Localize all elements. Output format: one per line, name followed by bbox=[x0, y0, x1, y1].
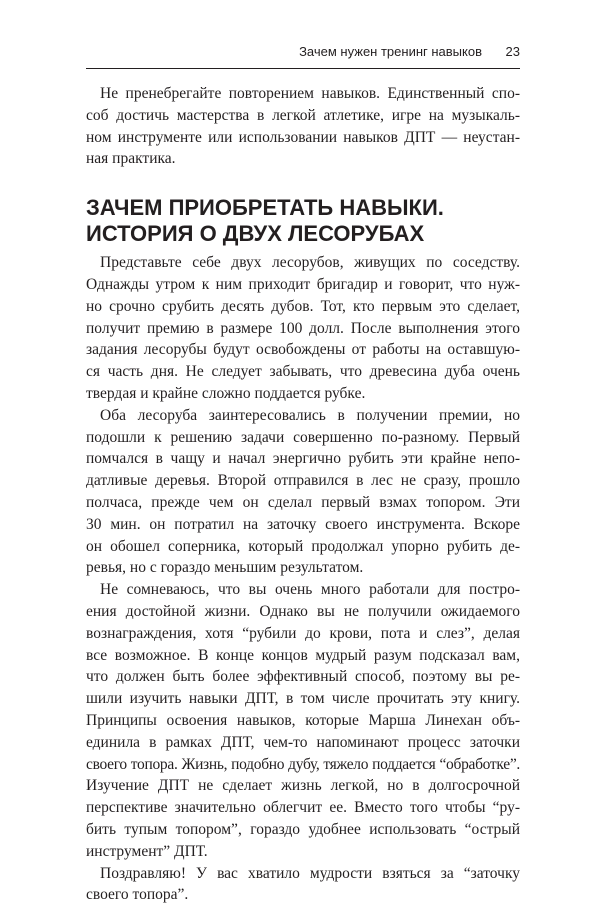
text-line: Не пренебрегайте повторением навыков. Единственный спо- bbox=[86, 83, 520, 105]
text-line: но срочно срубить десять дубов. Тот, кто первым это сделает, bbox=[86, 296, 520, 318]
text-line: твердая и крайне сложно поддается рубке. bbox=[86, 383, 520, 405]
paragraph-4 bbox=[86, 863, 520, 906]
heading-line: ИСТОРИЯ О ДВУХ ЛЕСОРУБАХ bbox=[86, 221, 520, 247]
text-line: своего топора”. bbox=[86, 884, 520, 906]
heading-line: ЗАЧЕМ ПРИОБРЕТАТЬ НАВЫКИ. bbox=[86, 195, 520, 221]
intro-paragraph bbox=[86, 83, 520, 170]
paragraph-1 bbox=[86, 252, 520, 405]
text-line: Принципы освоения навыков, которые Марша Линехан объ- bbox=[86, 710, 520, 732]
page-number: 23 bbox=[506, 44, 520, 59]
text-line: помчался в чащу и начал энергично рубить эти крайне непо- bbox=[86, 448, 520, 470]
text-line: датливые деревья. Второй отправился в лес не сразу, прошло bbox=[86, 470, 520, 492]
text-line: задания лесорубы будут освобождены от работы на оставшую- bbox=[86, 339, 520, 361]
text-line: единила в рамках ДПТ, чем-то напоминают процесс заточки bbox=[86, 732, 520, 754]
header-rule bbox=[86, 68, 520, 69]
text-line: своего топора. Жизнь, подобно дубу, тяжело поддается “обработке”. bbox=[86, 754, 520, 776]
text-line: ная практика. bbox=[86, 148, 520, 170]
text-line: что должен быть более эффективный способ, поэтому вы ре- bbox=[86, 666, 520, 688]
text-line: Представьте себе двух лесорубов, живущих по соседству. bbox=[86, 252, 520, 274]
text-line: соб достичь мастерства в легкой атлетике, игре на музыкаль- bbox=[86, 105, 520, 127]
text-line: Оба лесоруба заинтересовались в получении премии, но bbox=[86, 405, 520, 427]
text-line: он обошел соперника, который продолжал упорно рубить де- bbox=[86, 536, 520, 558]
text-line: полчаса, прежде чем он сделал первый взмах топором. Эти bbox=[86, 492, 520, 514]
text-line: вознаграждения, хотя “рубили до крови, пота и слез”, делая bbox=[86, 623, 520, 645]
text-line: Не сомневаюсь, что вы очень много работали для постро- bbox=[86, 579, 520, 601]
running-header-title: Зачем нужен тренинг навыков bbox=[299, 44, 482, 59]
text-line: Поздравляю! У вас хватило мудрости взяться за “заточку bbox=[86, 863, 520, 885]
paragraph-3 bbox=[86, 579, 520, 862]
text-line: ения достойной жизни. Однако вы не получили ожидаемого bbox=[86, 601, 520, 623]
page-content bbox=[86, 83, 520, 906]
text-line: ревья, но с гораздо меньшим результатом. bbox=[86, 557, 520, 579]
section-heading bbox=[86, 195, 520, 247]
running-header bbox=[86, 44, 520, 62]
text-line: инструмент” ДПТ. bbox=[86, 841, 520, 863]
text-line: ном инструменте или использовании навыков ДПТ — неустан- bbox=[86, 127, 520, 149]
paragraph-2 bbox=[86, 405, 520, 579]
text-line: подошли к решению задачи совершенно по-разному. Первый bbox=[86, 427, 520, 449]
text-line: ся часть дня. Не следует забывать, что древесина дуба очень bbox=[86, 361, 520, 383]
text-line: перспективе значительно облегчит ее. Вместо того чтобы “ру- bbox=[86, 797, 520, 819]
text-line: получит премию в размере 100 долл. После выполнения этого bbox=[86, 318, 520, 340]
text-line: бить тупым топором”, гораздо удобнее использовать “острый bbox=[86, 819, 520, 841]
text-line: 30 мин. он потратил на заточку своего инструмента. Вскоре bbox=[86, 514, 520, 536]
text-line: шили изучить навыки ДПТ, в том числе прочитать эту книгу. bbox=[86, 688, 520, 710]
text-line: Изучение ДПТ не сделает жизнь легкой, но в долгосрочной bbox=[86, 775, 520, 797]
text-line: Однажды утром к ним приходит бригадир и говорит, что нуж- bbox=[86, 274, 520, 296]
text-line: все возможное. В конце концов мудрый разум подсказал вам, bbox=[86, 645, 520, 667]
